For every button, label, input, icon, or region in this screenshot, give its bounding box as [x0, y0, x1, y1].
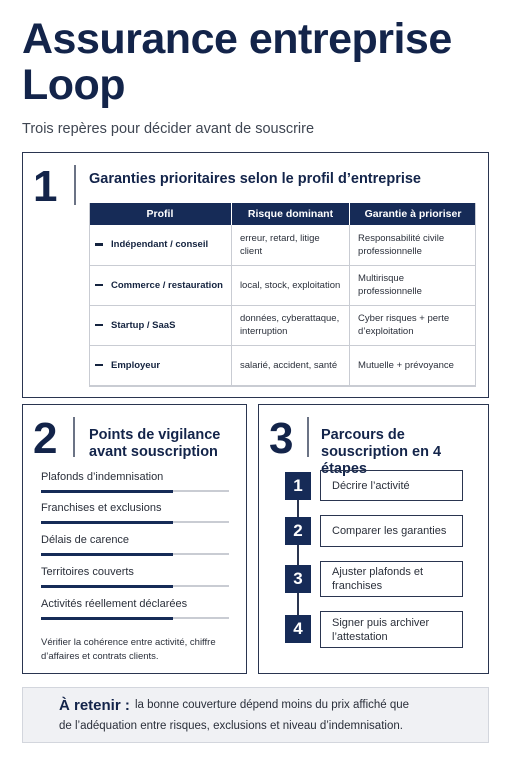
- table-cell-garantie: Mutuelle + prévoyance: [350, 345, 476, 385]
- table-cell-risque: salarié, accident, santé: [231, 345, 349, 385]
- table-header-profil: Profil: [89, 203, 231, 225]
- vigilance-bar-fill: [41, 617, 173, 620]
- vigilance-item: Activités réellement déclarées: [41, 598, 188, 610]
- step-connector: [297, 497, 299, 517]
- table-cell-profil: Startup / SaaS: [89, 305, 231, 345]
- step-box: Ajuster plafonds et franchises: [320, 561, 463, 597]
- page-title: Assurance entreprise Loop: [22, 15, 452, 109]
- section-title: Parcours de souscription en 4 étapes: [321, 427, 442, 477]
- vigilance-item: Délais de carence: [41, 534, 130, 546]
- vigilance-item: Territoires couverts: [41, 566, 134, 578]
- section-divider: [73, 417, 75, 457]
- section-parcours: [258, 404, 489, 674]
- vigilance-bar: [41, 585, 229, 587]
- page-subtitle: Trois repères pour décider avant de souscrire: [22, 121, 315, 137]
- key-takeaway: [22, 687, 489, 743]
- table-cell-garantie: Multirisque professionnelle: [350, 265, 476, 305]
- takeaway-label: À retenir :: [59, 697, 130, 714]
- vigilance-bar-fill: [41, 553, 173, 556]
- section-title: Garanties prioritaires selon le profil d’entreprise: [89, 171, 421, 187]
- table-cell-garantie: Cyber risques + perte d’exploitation: [350, 305, 476, 345]
- table-cell-garantie: Responsabilité civile professionnelle: [350, 225, 476, 265]
- table-cell-profil: Commerce / restauration: [89, 265, 231, 305]
- table-cell-risque: données, cyberattaque, interruption: [231, 305, 349, 345]
- section-title: Points de vigilance avant souscription: [89, 427, 221, 460]
- step-connector: [297, 591, 299, 615]
- section-vigilance: [22, 404, 247, 674]
- section-divider: [307, 417, 309, 457]
- vigilance-bar-fill: [41, 521, 173, 524]
- table-cell-risque: local, stock, exploitation: [231, 265, 349, 305]
- table-header-risque: Risque dominant: [231, 203, 349, 225]
- vigilance-bar: [41, 521, 229, 523]
- vigilance-bar: [41, 490, 229, 492]
- section-number: 3: [269, 414, 294, 463]
- table-frame: [89, 203, 476, 387]
- step-box: Décrire l’activité: [320, 470, 463, 501]
- step-number: 4: [285, 615, 311, 643]
- section-number: 1: [33, 162, 58, 211]
- takeaway-text-line1: la bonne couverture dépend moins du prix affiché que: [135, 699, 410, 711]
- vigilance-bar: [41, 617, 229, 619]
- table-cell-profil: Indépendant / conseil: [89, 225, 231, 265]
- section-garanties: [22, 152, 489, 398]
- takeaway-text-line2: de l’adéquation entre risques, exclusions et niveau d’indemnisation.: [59, 720, 403, 732]
- vigilance-note: Vérifier la cohérence entre activité, chiffre d’affaires et contrats clients.: [41, 637, 216, 662]
- vigilance-bar: [41, 553, 229, 555]
- table-cell-profil: Employeur: [89, 345, 231, 385]
- section-divider: [74, 165, 76, 205]
- step-number: 1: [285, 472, 311, 500]
- vigilance-bar-fill: [41, 585, 173, 588]
- table-cell-risque: erreur, retard, litige client: [231, 225, 349, 265]
- step-box: Comparer les garanties: [320, 515, 463, 547]
- step-number: 3: [285, 565, 311, 593]
- vigilance-bar-fill: [41, 490, 173, 493]
- step-connector: [297, 543, 299, 565]
- table-header-garantie: Garantie à prioriser: [350, 203, 476, 225]
- vigilance-item: Franchises et exclusions: [41, 502, 162, 514]
- section-number: 2: [33, 414, 58, 463]
- step-box: Signer puis archiver l’attestation: [320, 611, 463, 648]
- step-number: 2: [285, 517, 311, 545]
- vigilance-item: Plafonds d’indemnisation: [41, 471, 164, 483]
